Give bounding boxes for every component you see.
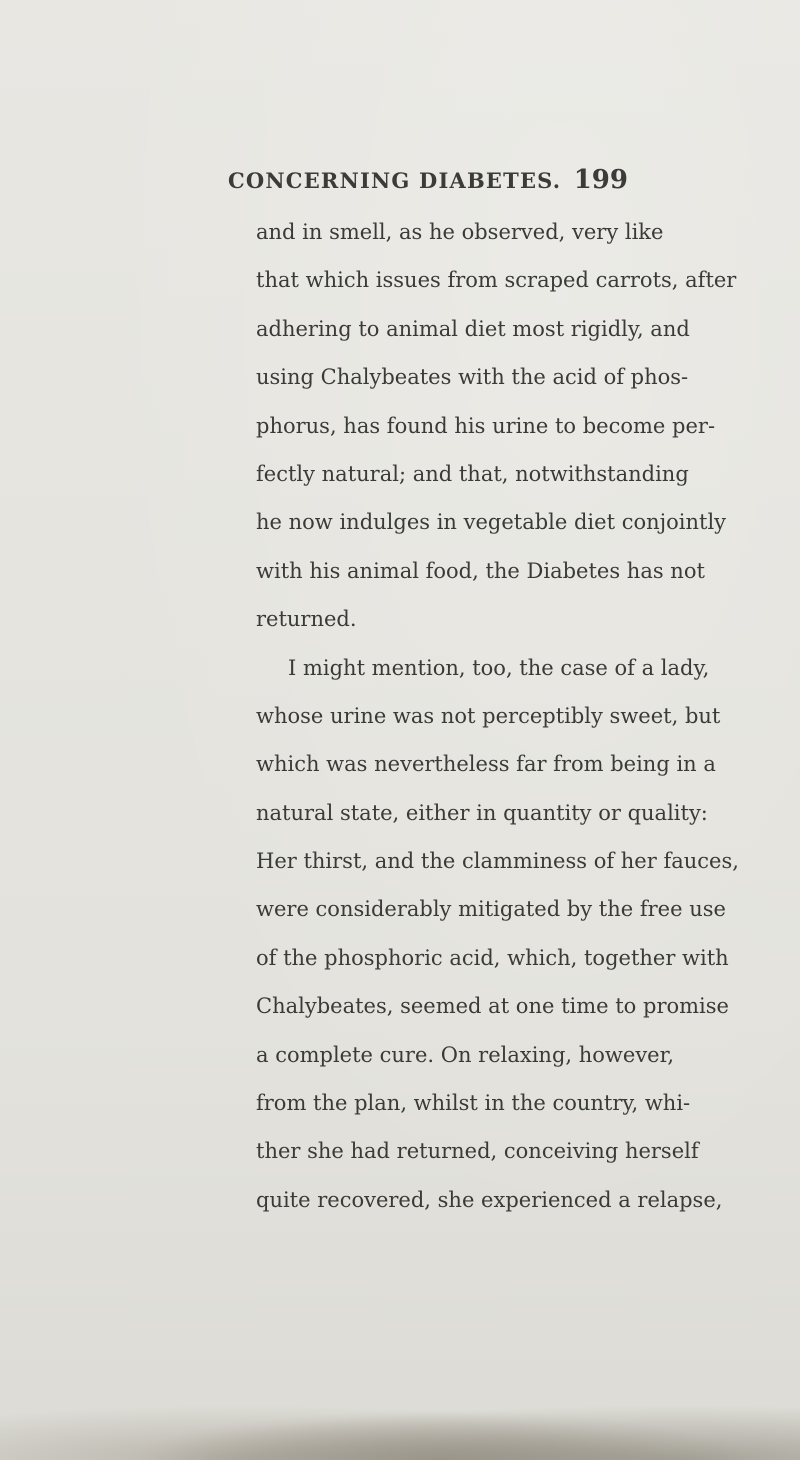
running-head <box>228 165 628 205</box>
text-line-5: phorus, has found his urine to become per- <box>256 413 716 438</box>
text-line-8: with his animal food, the Diabetes has not <box>256 558 705 583</box>
body-text <box>256 208 739 1224</box>
text-line-17: Chalybeates, seemed at one time to promise <box>256 994 729 1019</box>
text-line-6: fectly natural; and that, notwithstanding <box>256 461 689 486</box>
text-line-20: ther she had returned, conceiving herself <box>256 1139 699 1164</box>
text-line-12: which was nevertheless far from being in a <box>256 752 716 777</box>
text-line-19: from the plan, whilst in the country, whi- <box>256 1091 691 1116</box>
text-line-1: and in smell, as he observed, very like <box>256 220 664 244</box>
text-line-9: returned. <box>256 607 357 632</box>
text-line-13: natural state, either in quantity or quality: <box>256 800 708 825</box>
page-number: 199 <box>573 165 628 195</box>
text-line-18: a complete cure. On relaxing, however, <box>256 1042 675 1067</box>
running-head-title: CONCERNING DIABETES. <box>228 168 562 193</box>
text-line-15: were considerably mitigated by the free use <box>256 897 726 922</box>
text-line-2: that which issues from scraped carrots, after <box>256 268 737 293</box>
text-line-3: adhering to animal diet most rigidly, and <box>256 316 690 341</box>
text-line-21: quite recovered, she experienced a relapse, <box>256 1187 723 1212</box>
text-line-16: of the phosphoric acid, which, together with <box>256 945 729 970</box>
text-line-7: he now indulges in vegetable diet conjointly <box>256 510 727 535</box>
page-edge-stain <box>0 1390 800 1460</box>
text-line-4: using Chalybeates with the acid of phos- <box>256 365 689 390</box>
text-line-11: whose urine was not perceptibly sweet, but <box>256 703 721 728</box>
text-line-14: Her thirst, and the clamminess of her fauces, <box>256 849 739 874</box>
text-line-10: I might mention, too, the case of a lady, <box>288 655 710 680</box>
